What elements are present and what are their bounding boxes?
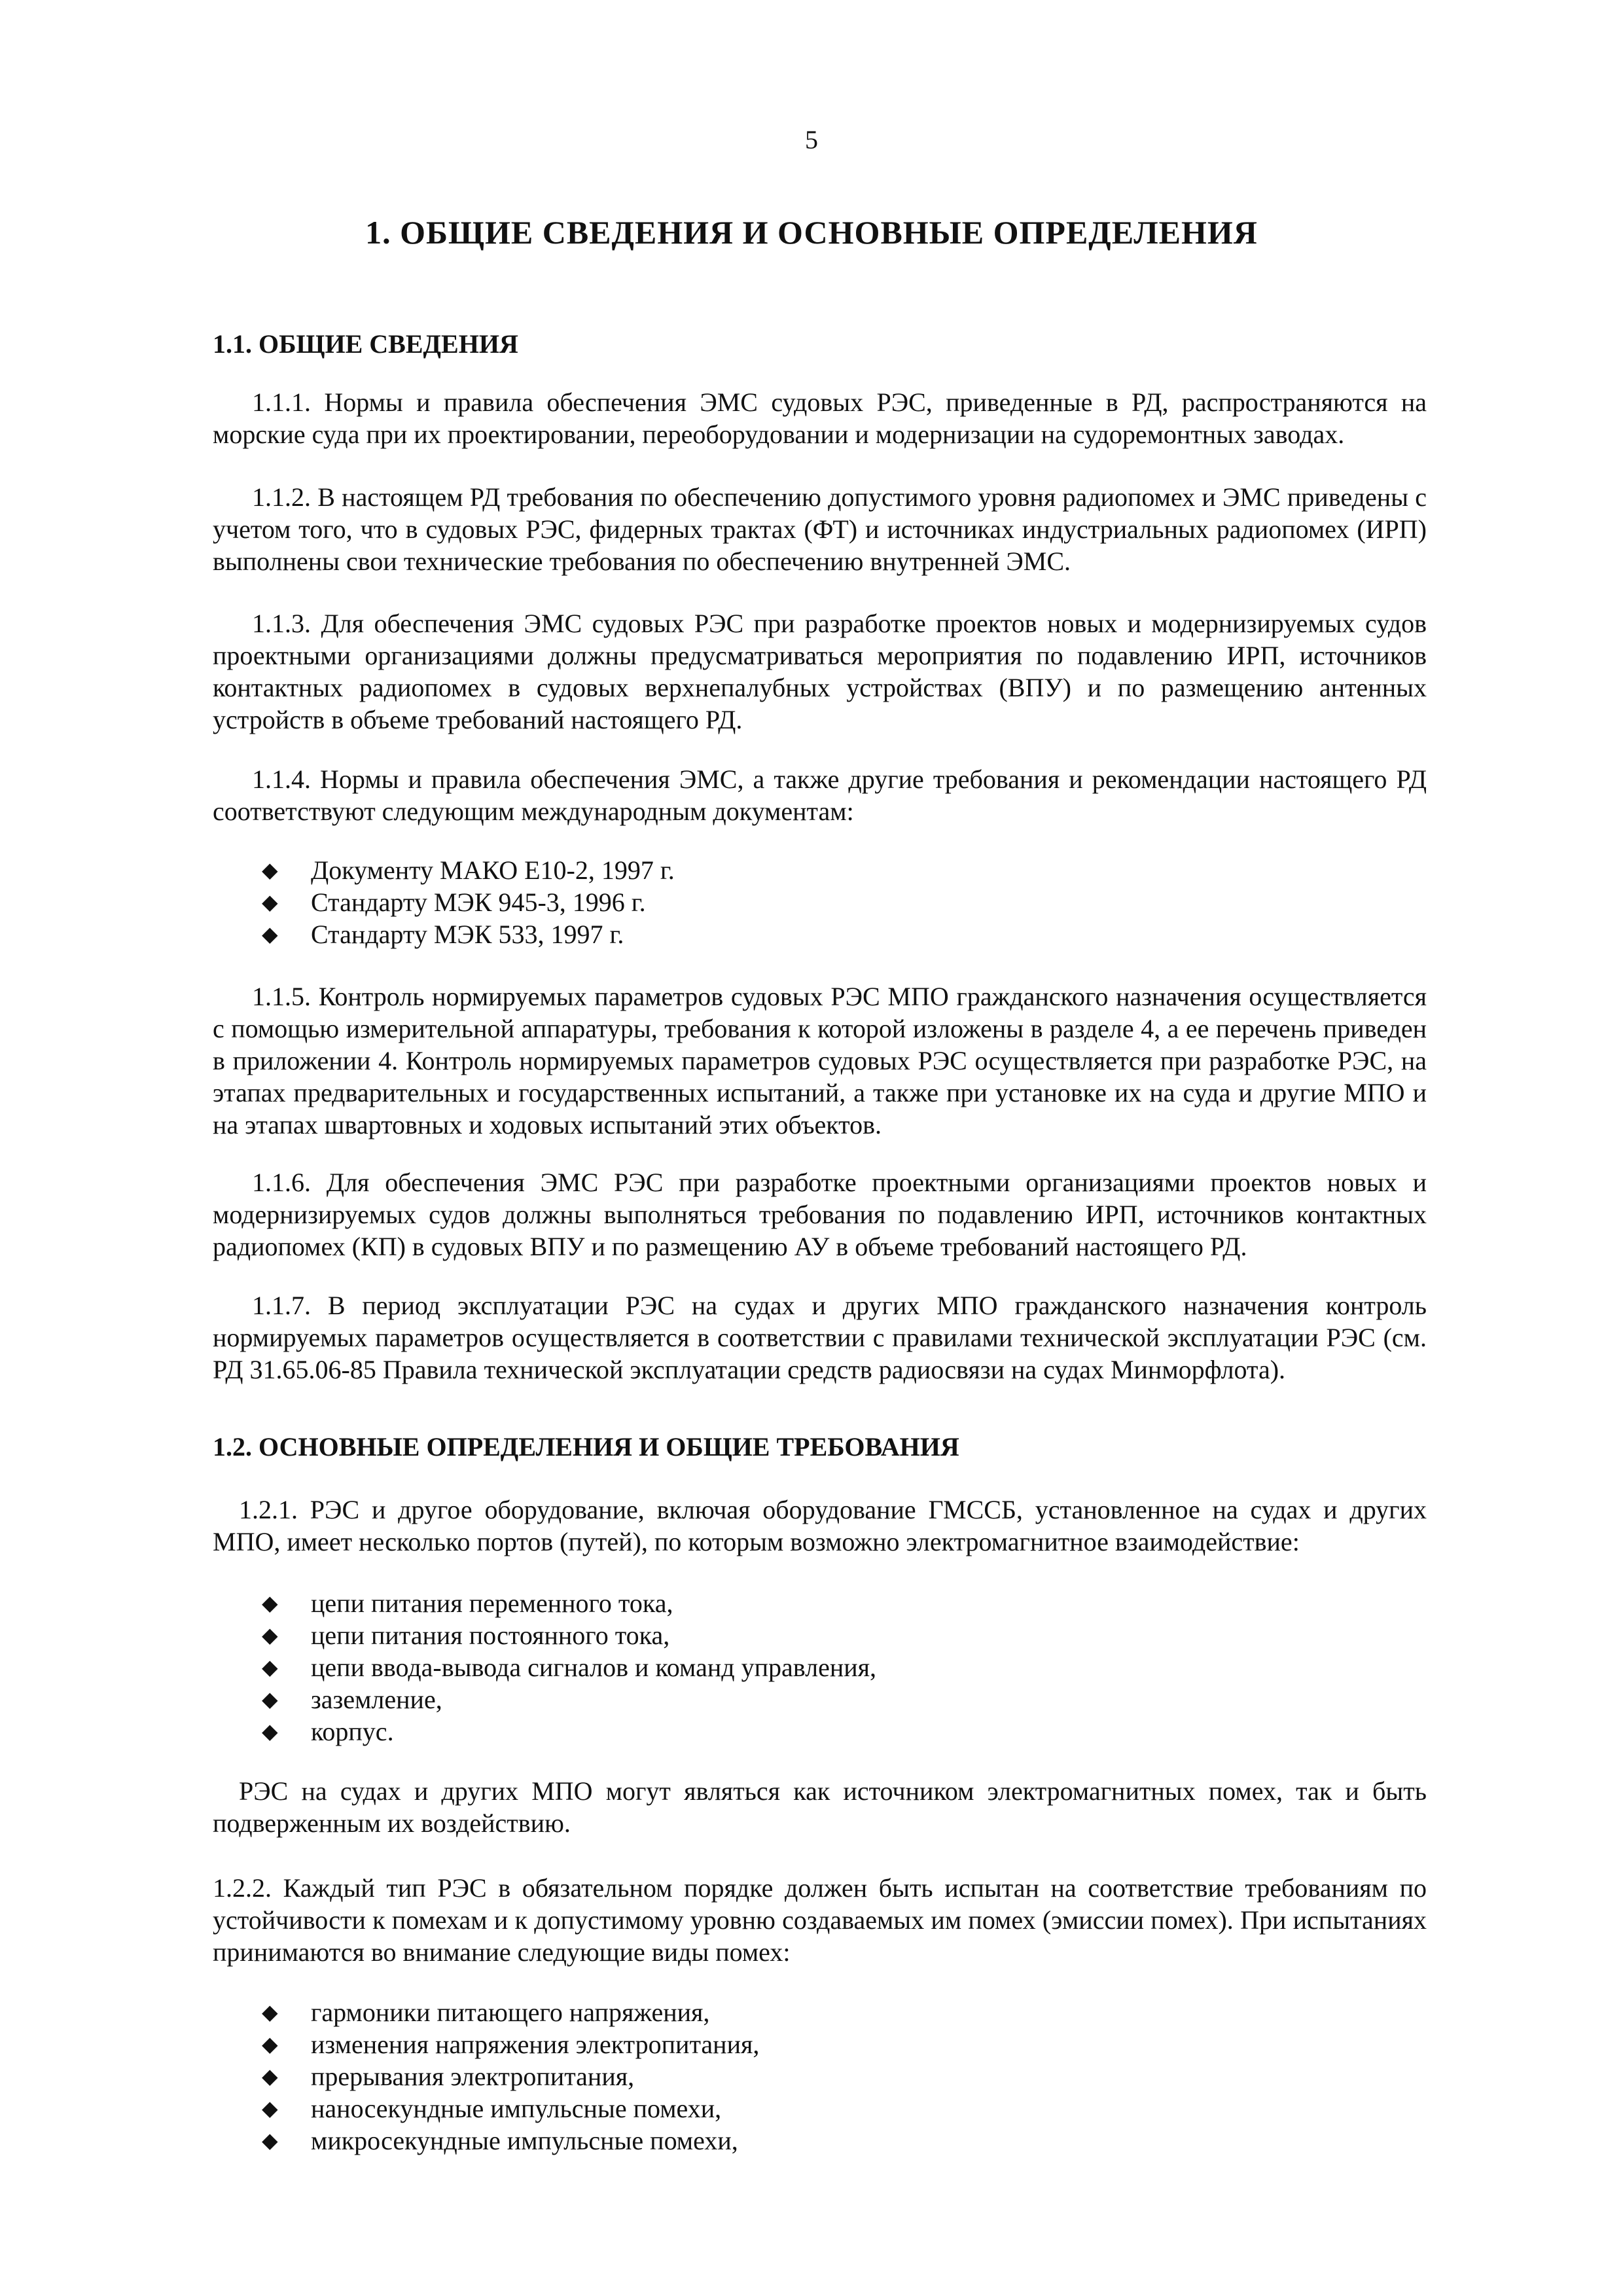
- list-item: ◆ Документу МАКО Е10-2, 1997 г.: [262, 855, 675, 885]
- diamond-bullet-icon: ◆: [262, 1655, 278, 1679]
- paragraph-1-1-1: 1.1.1. Нормы и правила обеспечения ЭМС судовых РЭС, приведенные в РД, распространяются на морские суда при их проектировании, переоборудовании и модернизации на судоремонтных заводах.: [213, 387, 1427, 449]
- paragraph-1-1-2: 1.1.2. В настоящем РД требования по обеспечению допустимого уровня радиопомех и ЭМС приведены с учетом того, что в судовых РЭС, фидерных трактах (ФТ) и источниках индустриальных радиопомех (ИРП) выполнены свои технические требования по обеспечению внутренней ЭМС.: [213, 482, 1427, 576]
- ports-list: [262, 1587, 876, 1748]
- diamond-bullet-icon: ◆: [262, 1591, 278, 1615]
- list-item: ◆ прерывания электропитания,: [262, 2062, 635, 2091]
- list-item: ◆ микросекундные импульсные помехи,: [262, 2126, 738, 2155]
- chapter-title: 1. ОБЩИЕ СВЕДЕНИЯ И ОСНОВНЫЕ ОПРЕДЕЛЕНИЯ: [365, 214, 1258, 251]
- list-item: ◆ изменения напряжения электропитания,: [262, 2030, 760, 2059]
- section-heading-1-1: 1.1. ОБЩИЕ СВЕДЕНИЯ: [213, 329, 518, 359]
- paragraph-1-1-3: 1.1.3. Для обеспечения ЭМС судовых РЭС при разработке проектов новых и модернизируемых судов проектными организациями должны предусматриваться мероприятия по подавлению ИРП, источников контактных радиопомех в судовых верхнепалубных устройствах (ВПУ) и по размещению антенных устройств в объеме требований настоящего РД.: [213, 609, 1427, 734]
- list-item: ◆ Стандарту МЭК 945-3, 1996 г.: [262, 888, 646, 917]
- paragraph-1-2-2: 1.2.2. Каждый тип РЭС в обязательном порядке должен быть испытан на соответствие требованиям по устойчивости к помехам и к допустимому уровню создаваемых им помех (эмиссии помех). При испытаниях принимаются во внимание следующие виды помех:: [213, 1873, 1427, 1967]
- paragraph-1-1-5: 1.1.5. Контроль нормируемых параметров судовых РЭС МПО гражданского назначения осуществляется с помощью измерительной аппаратуры, требования к которой изложены в разделе 4, а ее перечень приведен в приложении 4. Контроль нормируемых параметров судовых РЭС осуществляется при разработке РЭС, на этапах предварительных и государственных испытаний, а также при установке их на суда и другие МПО и на этапах швартовных и ходовых испытаний этих объектов.: [213, 982, 1427, 1139]
- diamond-bullet-icon: ◆: [262, 2064, 278, 2088]
- page-number: 5: [805, 125, 818, 154]
- interference-list: [262, 1996, 759, 2157]
- list-item: ◆ Стандарту МЭК 533, 1997 г.: [262, 920, 624, 949]
- list-item: ◆ цепи ввода-вывода сигналов и команд управления,: [262, 1653, 877, 1682]
- diamond-bullet-icon: ◆: [262, 922, 278, 946]
- diamond-bullet-icon: ◆: [262, 1719, 278, 1743]
- diamond-bullet-icon: ◆: [262, 1623, 278, 1647]
- paragraph-sources: РЭС на судах и других МПО могут являться как источником электромагнитных помех, так и быть подверженным их воздействию.: [213, 1776, 1427, 1838]
- list-item: ◆ цепи питания переменного тока,: [262, 1588, 673, 1618]
- section-heading-1-2: 1.2. ОСНОВНЫЕ ОПРЕДЕЛЕНИЯ И ОБЩИЕ ТРЕБОВАНИЯ: [213, 1432, 959, 1462]
- paragraph-1-2-1: 1.2.1. РЭС и другое оборудование, включая оборудование ГМССБ, установленное на судах и других МПО, имеет несколько портов (путей), по которым возможно электромагнитное взаимодействие:: [213, 1495, 1427, 1556]
- list-item: ◆ заземление,: [262, 1685, 442, 1714]
- diamond-bullet-icon: ◆: [262, 2032, 278, 2056]
- documents-list: [262, 854, 675, 950]
- diamond-bullet-icon: ◆: [262, 858, 278, 882]
- list-item: ◆ гармоники питающего напряжения,: [262, 1998, 710, 2027]
- list-item: ◆ наносекундные импульсные помехи,: [262, 2094, 722, 2123]
- diamond-bullet-icon: ◆: [262, 1687, 278, 1711]
- paragraph-1-1-7: 1.1.7. В период эксплуатации РЭС на судах и других МПО гражданского назначения контроль нормируемых параметров осуществляется в соответствии с правилами технической эксплуатации РЭС (см. РД 31.65.06-85 Правила технической эксплуатации средств радиосвязи на судах Минморфлота).: [213, 1291, 1427, 1384]
- diamond-bullet-icon: ◆: [262, 2096, 278, 2120]
- list-item: ◆ корпус.: [262, 1717, 394, 1746]
- paragraph-1-1-6: 1.1.6. Для обеспечения ЭМС РЭС при разработке проектными организациями проектов новых и модернизируемых судов должны выполняться требования по подавлению ИРП, источников контактных радиопомех (КП) в судовых ВПУ и по размещению АУ в объеме требований настоящего РД.: [213, 1168, 1427, 1261]
- diamond-bullet-icon: ◆: [262, 890, 278, 914]
- list-item: ◆ цепи питания постоянного тока,: [262, 1621, 670, 1650]
- diamond-bullet-icon: ◆: [262, 2128, 278, 2152]
- diamond-bullet-icon: ◆: [262, 2000, 278, 2024]
- paragraph-1-1-4: 1.1.4. Нормы и правила обеспечения ЭМС, а также другие требования и рекомендации настоящего РД соответствуют следующим международным документам:: [213, 764, 1427, 826]
